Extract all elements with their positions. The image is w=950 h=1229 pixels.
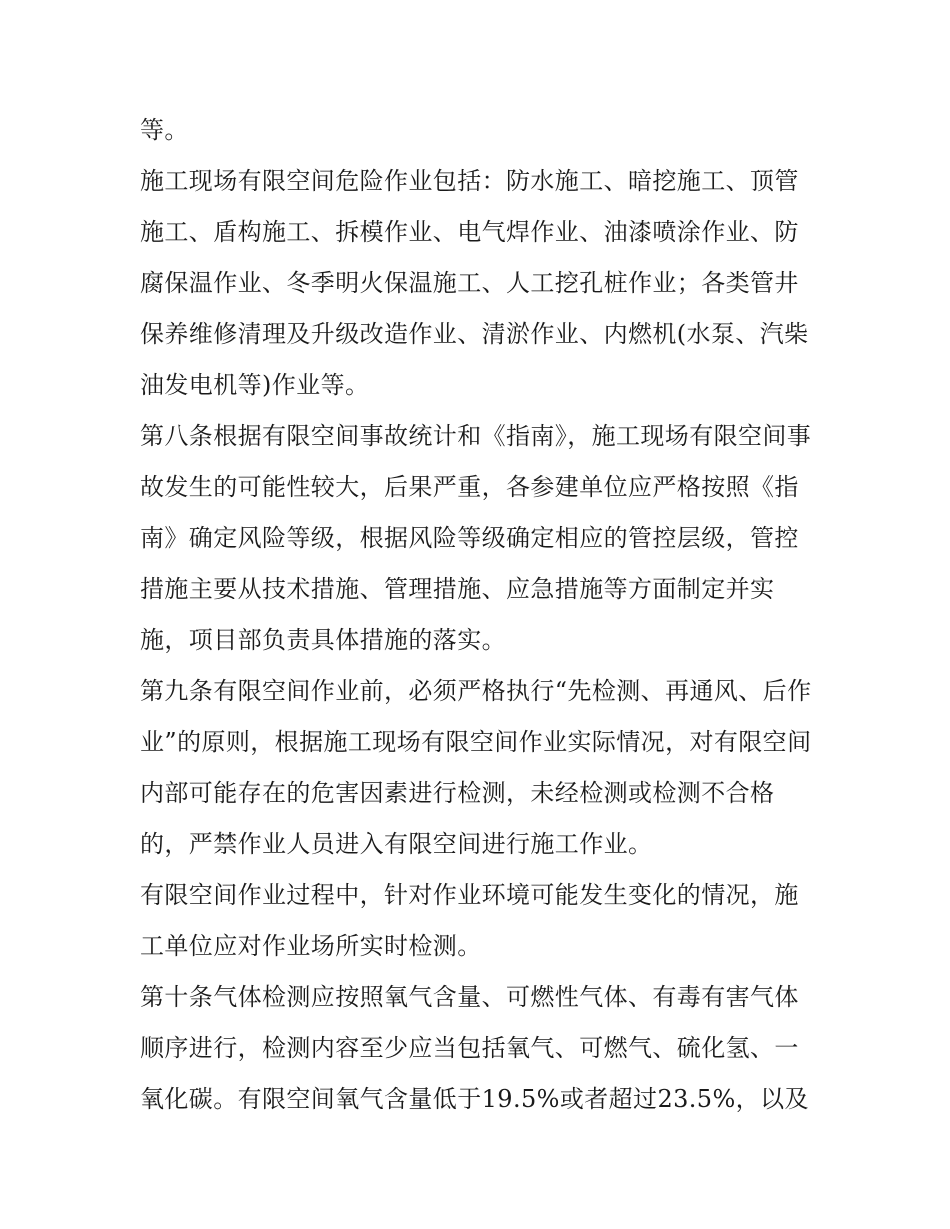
paragraph-continuation: 等。 [140, 116, 189, 144]
document-body [140, 105, 815, 1125]
paragraph-article-8: 第八条根据有限空间事故统计和《指南》，施工现场有限空间事故发生的可能性较大，后果严重，各参建单位应严格按照《指南》确定风险等级，根据风险等级确定相应的管控层级，管控措施主要从技术措施、管理措施、应急措施等方面制定并实施，项目部负责具体措施的落实。 [140, 422, 812, 654]
paragraph-hazardous-work-list: 施工现场有限空间危险作业包括：防水施工、暗挖施工、顶管施工、盾构施工、拆模作业、电气焊作业、油漆喷涂作业、防腐保温作业、冬季明火保温施工、人工挖孔桩作业；各类管井保养维修清理及升级改造作业、清淤作业、内燃机(水泵、汽柴油发电机等)作业等。 [140, 167, 809, 399]
paragraph-article-10: 第十条气体检测应按照氧气含量、可燃性气体、有毒有害气体顺序进行，检测内容至少应当包括氧气、可燃气、硫化氢、一氧化碳。有限空间氧气含量低于19.5%或者超过23.5%，以及 [140, 983, 809, 1113]
paragraph-realtime-detection: 有限空间作业过程中，针对作业环境可能发生变化的情况，施工单位应对作业场所实时检测。 [140, 881, 799, 960]
paragraph-article-9: 第九条有限空间作业前，必须严格执行“先检测、再通风、后作业”的原则，根据施工现场有限空间作业实际情况，对有限空间内部可能存在的危害因素进行检测，未经检测或检测不合格的，严禁作业人员进入有限空间进行施工作业。 [140, 677, 812, 858]
